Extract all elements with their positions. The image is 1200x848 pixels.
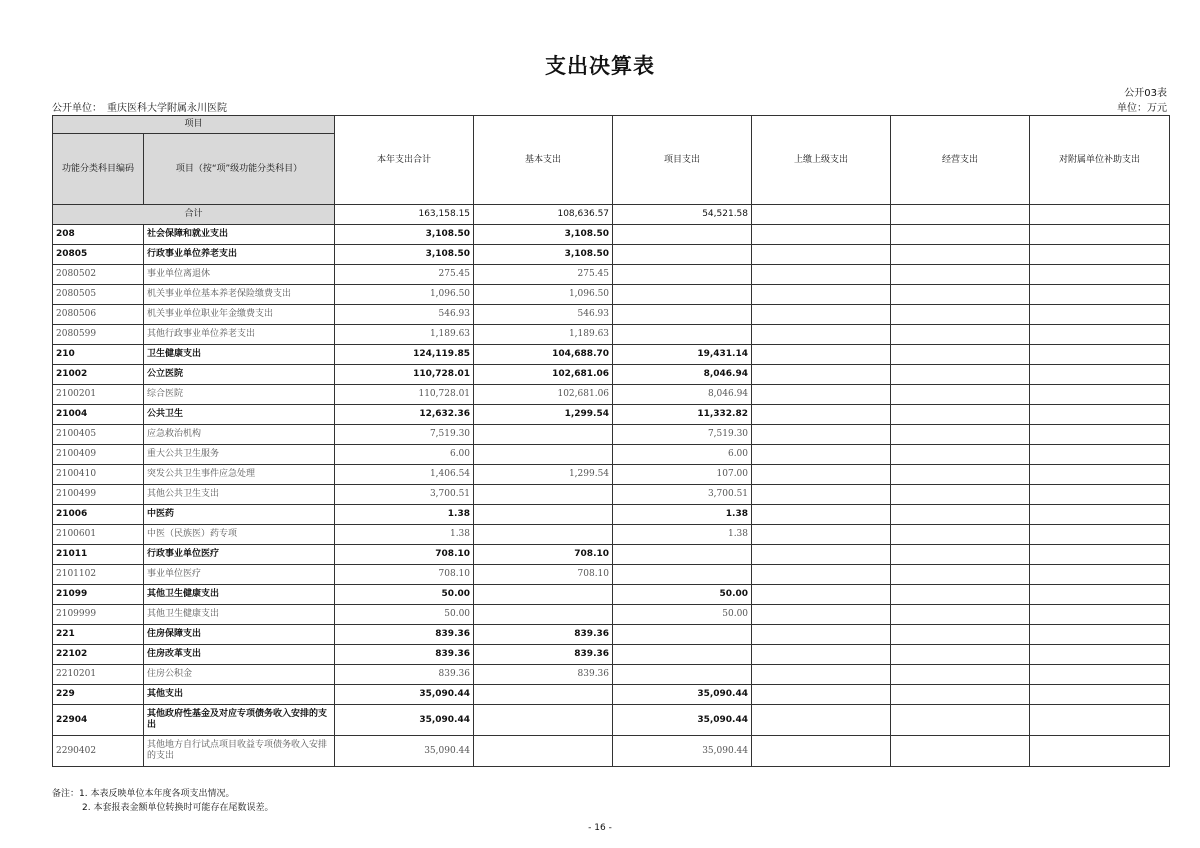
cell-basic bbox=[474, 736, 613, 767]
total-cell-project: 54,521.58 bbox=[613, 205, 752, 225]
cell-name: 社会保障和就业支出 bbox=[144, 225, 335, 245]
cell-name: 其他卫生健康支出 bbox=[144, 585, 335, 605]
cell-subsidy bbox=[1030, 665, 1170, 685]
total-cell-subsidy bbox=[1030, 205, 1170, 225]
cell-name: 其他卫生健康支出 bbox=[144, 605, 335, 625]
cell-basic bbox=[474, 425, 613, 445]
cell-subsidy bbox=[1030, 265, 1170, 285]
cell-name: 行政事业单位医疗 bbox=[144, 545, 335, 565]
cell-subsidy bbox=[1030, 445, 1170, 465]
cell-business bbox=[891, 325, 1030, 345]
cell-business bbox=[891, 405, 1030, 425]
header-project-group: 项目 bbox=[53, 116, 335, 134]
cell-total: 839.36 bbox=[335, 625, 474, 645]
cell-name: 事业单位离退休 bbox=[144, 265, 335, 285]
cell-upper bbox=[752, 565, 891, 585]
cell-name: 综合医院 bbox=[144, 385, 335, 405]
cell-basic: 839.36 bbox=[474, 625, 613, 645]
cell-name: 住房公积金 bbox=[144, 665, 335, 685]
table-row bbox=[53, 445, 1170, 465]
cell-code: 21099 bbox=[53, 585, 144, 605]
cell-upper bbox=[752, 585, 891, 605]
cell-total: 1,406.54 bbox=[335, 465, 474, 485]
cell-business bbox=[891, 645, 1030, 665]
cell-total: 50.00 bbox=[335, 605, 474, 625]
cell-name: 中医（民族医）药专项 bbox=[144, 525, 335, 545]
cell-project bbox=[613, 285, 752, 305]
cell-business bbox=[891, 305, 1030, 325]
cell-total: 35,090.44 bbox=[335, 736, 474, 767]
header-code: 功能分类科目编码 bbox=[53, 134, 144, 205]
cell-project: 50.00 bbox=[613, 585, 752, 605]
cell-project bbox=[613, 565, 752, 585]
cell-business bbox=[891, 365, 1030, 385]
cell-total: 35,090.44 bbox=[335, 705, 474, 736]
cell-subsidy bbox=[1030, 345, 1170, 365]
cell-upper bbox=[752, 305, 891, 325]
cell-project: 1.38 bbox=[613, 505, 752, 525]
cell-basic: 708.10 bbox=[474, 565, 613, 585]
cell-subsidy bbox=[1030, 425, 1170, 445]
reporting-unit: 公开单位： 重庆医科大学附属永川医院 bbox=[52, 103, 227, 114]
cell-business bbox=[891, 485, 1030, 505]
cell-basic: 1,299.54 bbox=[474, 405, 613, 425]
cell-code: 2080506 bbox=[53, 305, 144, 325]
cell-project: 35,090.44 bbox=[613, 705, 752, 736]
cell-project: 50.00 bbox=[613, 605, 752, 625]
table-row bbox=[53, 285, 1170, 305]
cell-name: 中医药 bbox=[144, 505, 335, 525]
cell-project bbox=[613, 225, 752, 245]
cell-business bbox=[891, 345, 1030, 365]
table-row bbox=[53, 585, 1170, 605]
cell-code: 20805 bbox=[53, 245, 144, 265]
cell-upper bbox=[752, 285, 891, 305]
cell-total: 3,108.50 bbox=[335, 225, 474, 245]
cell-code: 2080505 bbox=[53, 285, 144, 305]
cell-business bbox=[891, 665, 1030, 685]
cell-project bbox=[613, 305, 752, 325]
cell-basic: 839.36 bbox=[474, 665, 613, 685]
cell-total: 110,728.01 bbox=[335, 365, 474, 385]
cell-project: 107.00 bbox=[613, 465, 752, 485]
cell-name: 公立医院 bbox=[144, 365, 335, 385]
cell-business bbox=[891, 525, 1030, 545]
cell-upper bbox=[752, 365, 891, 385]
total-row bbox=[53, 205, 1170, 225]
cell-upper bbox=[752, 465, 891, 485]
cell-name: 其他政府性基金及对应专项债务收入安排的支出 bbox=[144, 705, 335, 736]
cell-basic: 1,299.54 bbox=[474, 465, 613, 485]
cell-total: 275.45 bbox=[335, 265, 474, 285]
cell-upper bbox=[752, 445, 891, 465]
table-row bbox=[53, 605, 1170, 625]
cell-project: 3,700.51 bbox=[613, 485, 752, 505]
cell-name: 机关事业单位基本养老保险缴费支出 bbox=[144, 285, 335, 305]
cell-name: 事业单位医疗 bbox=[144, 565, 335, 585]
cell-project: 7,519.30 bbox=[613, 425, 752, 445]
currency-unit: 单位：万元 bbox=[1117, 103, 1167, 114]
cell-business bbox=[891, 705, 1030, 736]
cell-total: 6.00 bbox=[335, 445, 474, 465]
page-number: - 16 - bbox=[588, 823, 612, 833]
note-1: 备注：1. 本表反映单位本年度各项支出情况。 bbox=[52, 789, 235, 799]
cell-basic: 3,108.50 bbox=[474, 225, 613, 245]
cell-subsidy bbox=[1030, 585, 1170, 605]
cell-name: 行政事业单位养老支出 bbox=[144, 245, 335, 265]
total-cell-business bbox=[891, 205, 1030, 225]
cell-business bbox=[891, 736, 1030, 767]
cell-subsidy bbox=[1030, 305, 1170, 325]
cell-name: 其他公共卫生支出 bbox=[144, 485, 335, 505]
header-total: 本年支出合计 bbox=[335, 116, 474, 205]
cell-basic: 1,189.63 bbox=[474, 325, 613, 345]
cell-name: 其他支出 bbox=[144, 685, 335, 705]
cell-code: 2100201 bbox=[53, 385, 144, 405]
cell-subsidy bbox=[1030, 285, 1170, 305]
cell-code: 221 bbox=[53, 625, 144, 645]
table-row bbox=[53, 565, 1170, 585]
cell-basic bbox=[474, 605, 613, 625]
header-project: 项目支出 bbox=[613, 116, 752, 205]
cell-name: 其他地方自行试点项目收益专项债务收入安排的支出 bbox=[144, 736, 335, 767]
cell-basic: 839.36 bbox=[474, 645, 613, 665]
cell-code: 2080599 bbox=[53, 325, 144, 345]
cell-subsidy bbox=[1030, 525, 1170, 545]
total-cell-total: 163,158.15 bbox=[335, 205, 474, 225]
cell-name: 住房改革支出 bbox=[144, 645, 335, 665]
table-row bbox=[53, 385, 1170, 405]
cell-code: 210 bbox=[53, 345, 144, 365]
cell-upper bbox=[752, 525, 891, 545]
cell-basic bbox=[474, 685, 613, 705]
cell-total: 839.36 bbox=[335, 665, 474, 685]
cell-basic: 546.93 bbox=[474, 305, 613, 325]
cell-upper bbox=[752, 665, 891, 685]
cell-name: 应急救治机构 bbox=[144, 425, 335, 445]
cell-subsidy bbox=[1030, 736, 1170, 767]
cell-business bbox=[891, 625, 1030, 645]
cell-project: 35,090.44 bbox=[613, 685, 752, 705]
cell-code: 2080502 bbox=[53, 265, 144, 285]
cell-code: 2101102 bbox=[53, 565, 144, 585]
cell-upper bbox=[752, 685, 891, 705]
header-basic: 基本支出 bbox=[474, 116, 613, 205]
cell-basic: 275.45 bbox=[474, 265, 613, 285]
table-row bbox=[53, 245, 1170, 265]
cell-project bbox=[613, 325, 752, 345]
cell-code: 22102 bbox=[53, 645, 144, 665]
cell-total: 7,519.30 bbox=[335, 425, 474, 445]
cell-total: 124,119.85 bbox=[335, 345, 474, 365]
cell-total: 546.93 bbox=[335, 305, 474, 325]
cell-subsidy bbox=[1030, 645, 1170, 665]
cell-code: 21004 bbox=[53, 405, 144, 425]
header-subsidy: 对附属单位补助支出 bbox=[1030, 116, 1170, 205]
header-business: 经营支出 bbox=[891, 116, 1030, 205]
cell-total: 12,632.36 bbox=[335, 405, 474, 425]
cell-basic bbox=[474, 585, 613, 605]
table-row bbox=[53, 485, 1170, 505]
table-row bbox=[53, 405, 1170, 425]
cell-subsidy bbox=[1030, 685, 1170, 705]
cell-name: 突发公共卫生事件应急处理 bbox=[144, 465, 335, 485]
cell-basic bbox=[474, 485, 613, 505]
cell-upper bbox=[752, 265, 891, 285]
cell-business bbox=[891, 245, 1030, 265]
cell-project bbox=[613, 545, 752, 565]
cell-subsidy bbox=[1030, 565, 1170, 585]
cell-basic: 102,681.06 bbox=[474, 385, 613, 405]
cell-project: 35,090.44 bbox=[613, 736, 752, 767]
cell-business bbox=[891, 385, 1030, 405]
cell-subsidy bbox=[1030, 385, 1170, 405]
cell-subsidy bbox=[1030, 225, 1170, 245]
cell-total: 3,700.51 bbox=[335, 485, 474, 505]
cell-upper bbox=[752, 345, 891, 365]
cell-project: 19,431.14 bbox=[613, 345, 752, 365]
cell-upper bbox=[752, 385, 891, 405]
cell-project bbox=[613, 265, 752, 285]
cell-business bbox=[891, 505, 1030, 525]
note-2: 2. 本套报表金额单位转换时可能存在尾数误差。 bbox=[82, 803, 274, 813]
cell-code: 21011 bbox=[53, 545, 144, 565]
table-row bbox=[53, 305, 1170, 325]
cell-business bbox=[891, 685, 1030, 705]
cell-business bbox=[891, 565, 1030, 585]
cell-upper bbox=[752, 405, 891, 425]
table-row bbox=[53, 265, 1170, 285]
table-row bbox=[53, 665, 1170, 685]
cell-business bbox=[891, 285, 1030, 305]
cell-business bbox=[891, 605, 1030, 625]
total-label: 合计 bbox=[53, 205, 335, 225]
expenditure-table bbox=[52, 115, 1170, 767]
cell-total: 839.36 bbox=[335, 645, 474, 665]
cell-subsidy bbox=[1030, 705, 1170, 736]
table-row bbox=[53, 525, 1170, 545]
cell-project bbox=[613, 645, 752, 665]
cell-basic: 3,108.50 bbox=[474, 245, 613, 265]
cell-code: 2290402 bbox=[53, 736, 144, 767]
cell-project bbox=[613, 625, 752, 645]
cell-subsidy bbox=[1030, 405, 1170, 425]
cell-total: 35,090.44 bbox=[335, 685, 474, 705]
cell-code: 2100499 bbox=[53, 485, 144, 505]
cell-project: 1.38 bbox=[613, 525, 752, 545]
cell-subsidy bbox=[1030, 365, 1170, 385]
cell-total: 1.38 bbox=[335, 525, 474, 545]
cell-upper bbox=[752, 645, 891, 665]
table-row bbox=[53, 345, 1170, 365]
cell-basic: 1,096.50 bbox=[474, 285, 613, 305]
cell-upper bbox=[752, 736, 891, 767]
cell-basic bbox=[474, 445, 613, 465]
cell-subsidy bbox=[1030, 505, 1170, 525]
cell-name: 重大公共卫生服务 bbox=[144, 445, 335, 465]
cell-code: 2100409 bbox=[53, 445, 144, 465]
total-cell-basic: 108,636.57 bbox=[474, 205, 613, 225]
page-title: 支出决算表 bbox=[545, 54, 655, 78]
cell-upper bbox=[752, 225, 891, 245]
cell-business bbox=[891, 465, 1030, 485]
form-number: 公开03表 bbox=[1124, 88, 1167, 99]
cell-upper bbox=[752, 325, 891, 345]
cell-project: 6.00 bbox=[613, 445, 752, 465]
cell-business bbox=[891, 225, 1030, 245]
cell-subsidy bbox=[1030, 485, 1170, 505]
cell-basic bbox=[474, 505, 613, 525]
cell-business bbox=[891, 445, 1030, 465]
table-row bbox=[53, 465, 1170, 485]
cell-project bbox=[613, 665, 752, 685]
cell-subsidy bbox=[1030, 605, 1170, 625]
cell-name: 住房保障支出 bbox=[144, 625, 335, 645]
cell-code: 2100601 bbox=[53, 525, 144, 545]
cell-total: 3,108.50 bbox=[335, 245, 474, 265]
cell-upper bbox=[752, 485, 891, 505]
cell-upper bbox=[752, 605, 891, 625]
cell-name: 其他行政事业单位养老支出 bbox=[144, 325, 335, 345]
cell-business bbox=[891, 585, 1030, 605]
cell-basic: 102,681.06 bbox=[474, 365, 613, 385]
table-row bbox=[53, 505, 1170, 525]
cell-name: 公共卫生 bbox=[144, 405, 335, 425]
cell-code: 22904 bbox=[53, 705, 144, 736]
cell-subsidy bbox=[1030, 545, 1170, 565]
cell-basic: 104,688.70 bbox=[474, 345, 613, 365]
cell-subsidy bbox=[1030, 625, 1170, 645]
cell-total: 1,189.63 bbox=[335, 325, 474, 345]
cell-subsidy bbox=[1030, 325, 1170, 345]
cell-upper bbox=[752, 545, 891, 565]
cell-subsidy bbox=[1030, 245, 1170, 265]
table-row bbox=[53, 625, 1170, 645]
table-row bbox=[53, 645, 1170, 665]
header-upper: 上缴上级支出 bbox=[752, 116, 891, 205]
cell-project: 8,046.94 bbox=[613, 365, 752, 385]
cell-project: 8,046.94 bbox=[613, 385, 752, 405]
notes bbox=[52, 787, 273, 815]
cell-upper bbox=[752, 425, 891, 445]
cell-name: 机关事业单位职业年金缴费支出 bbox=[144, 305, 335, 325]
cell-code: 2109999 bbox=[53, 605, 144, 625]
cell-total: 708.10 bbox=[335, 565, 474, 585]
table-row bbox=[53, 365, 1170, 385]
cell-name: 卫生健康支出 bbox=[144, 345, 335, 365]
cell-business bbox=[891, 545, 1030, 565]
cell-upper bbox=[752, 625, 891, 645]
cell-project bbox=[613, 245, 752, 265]
table-row bbox=[53, 685, 1170, 705]
cell-project: 11,332.82 bbox=[613, 405, 752, 425]
cell-code: 21006 bbox=[53, 505, 144, 525]
cell-basic bbox=[474, 525, 613, 545]
cell-basic bbox=[474, 705, 613, 736]
table-row bbox=[53, 225, 1170, 245]
cell-total: 50.00 bbox=[335, 585, 474, 605]
table-row bbox=[53, 705, 1170, 736]
cell-code: 229 bbox=[53, 685, 144, 705]
cell-basic: 708.10 bbox=[474, 545, 613, 565]
table-row bbox=[53, 736, 1170, 767]
cell-upper bbox=[752, 245, 891, 265]
cell-code: 21002 bbox=[53, 365, 144, 385]
cell-code: 2100410 bbox=[53, 465, 144, 485]
table-row bbox=[53, 425, 1170, 445]
cell-total: 1,096.50 bbox=[335, 285, 474, 305]
table-row bbox=[53, 325, 1170, 345]
cell-total: 708.10 bbox=[335, 545, 474, 565]
table-row bbox=[53, 545, 1170, 565]
cell-business bbox=[891, 425, 1030, 445]
cell-code: 208 bbox=[53, 225, 144, 245]
cell-total: 1.38 bbox=[335, 505, 474, 525]
cell-subsidy bbox=[1030, 465, 1170, 485]
cell-upper bbox=[752, 705, 891, 736]
cell-upper bbox=[752, 505, 891, 525]
cell-business bbox=[891, 265, 1030, 285]
total-cell-upper bbox=[752, 205, 891, 225]
cell-total: 110,728.01 bbox=[335, 385, 474, 405]
cell-code: 2210201 bbox=[53, 665, 144, 685]
header-name: 项目（按“项”级功能分类科目） bbox=[144, 134, 335, 205]
cell-code: 2100405 bbox=[53, 425, 144, 445]
